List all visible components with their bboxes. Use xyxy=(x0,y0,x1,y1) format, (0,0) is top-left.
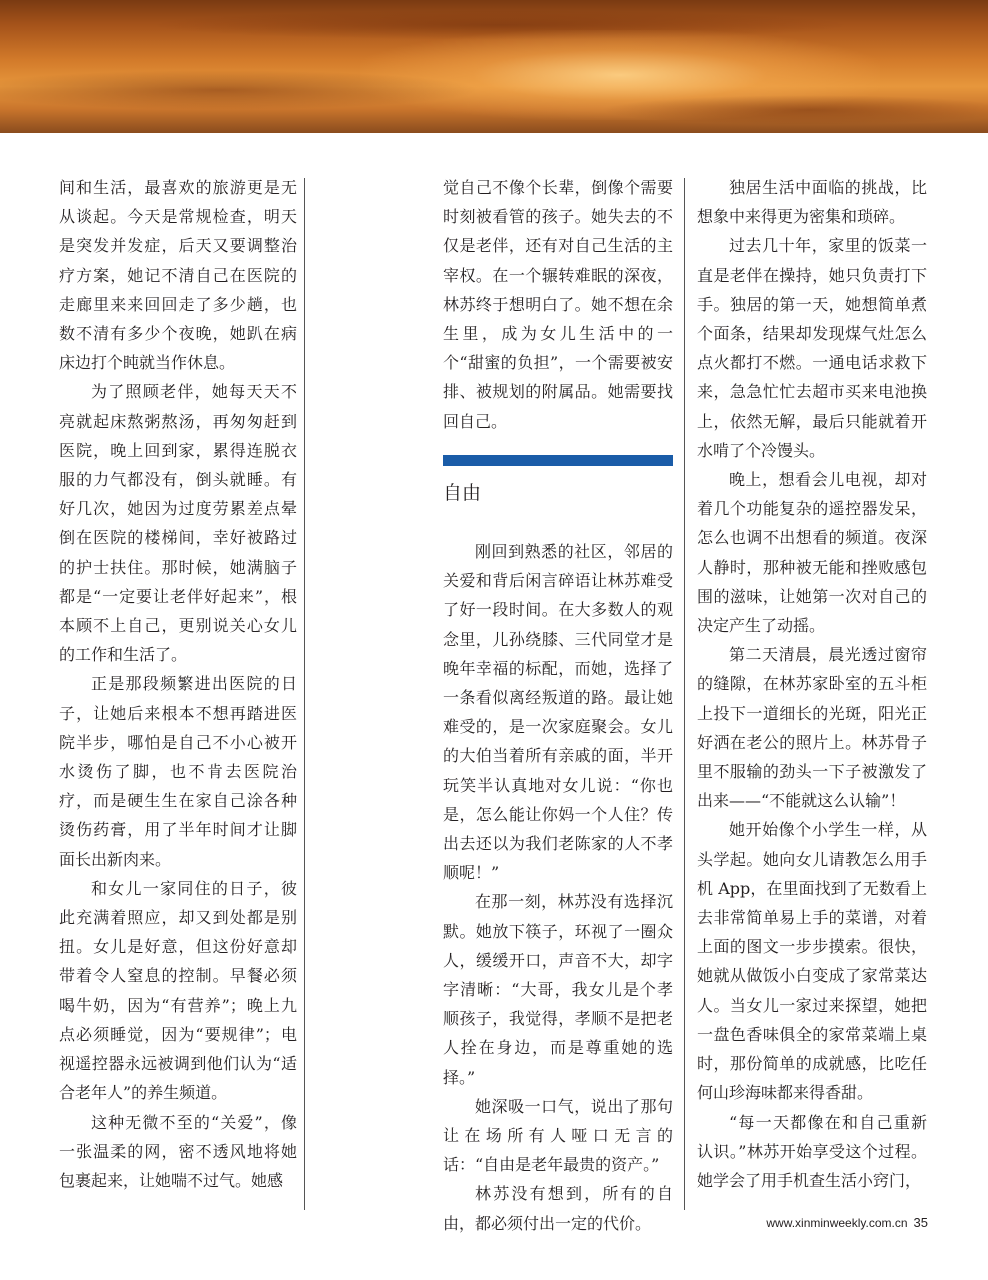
article-column-3 xyxy=(697,173,927,1195)
page-number: 35 xyxy=(913,1215,928,1230)
article-column-1 xyxy=(59,173,297,1195)
column-divider xyxy=(684,178,685,1210)
paragraph: 过去几十年，家里的饭菜一直是老伴在操持，她只负责打下手。独居的第一天，她想简单煮个面条，结果却发现煤气灶怎么点火都打不燃。一通电话求救下来，急急忙忙去超市买来电池换上，依然无解，最后只能就着开水啃了个冷馒头。 xyxy=(697,236,927,460)
paragraph: “每一天都像在和自己重新认识。”林苏开始享受这个过程。她学会了用手机查生活小窍门， xyxy=(697,1112,927,1190)
section-title: 自由 xyxy=(443,482,482,504)
column-divider xyxy=(304,178,305,1210)
paragraph: 和女儿一家同住的日子，彼此充满着照应，却又到处都是别扭。女儿是好意，但这份好意却带着令人窒息的控制。早餐必须喝牛奶，因为“有营养”；晚上九点必须睡觉，因为“要规律”；电视遥控器永远被调到他们认为“适合老年人”的养生频道。 xyxy=(59,878,297,1103)
paragraph: 独居生活中面临的挑战，比想象中来得更为密集和琐碎。 xyxy=(697,178,927,227)
paragraph: 这种无微不至的“关爱”，像一张温柔的网，密不透风地将她包裹起来，让她喘不过气。她感 xyxy=(59,1112,297,1190)
banner-image xyxy=(0,0,988,133)
section-header-bar xyxy=(443,455,673,466)
paragraph: 刚回到熟悉的社区，邻居的关爱和背后闲言碎语让林苏难受了好一段时间。在大多数人的观念里，儿孙绕膝、三代同堂才是晚年幸福的标配，而她，选择了一条看似离经叛道的路。最让她难受的，是一次家庭聚会。女儿的大伯当着所有亲戚的面，半开玩笑半认真地对女儿说：“你也是，怎么能让你妈一个人住？传出去还以为我们老陈家的人不孝顺呢！” xyxy=(443,542,673,883)
paragraph: 晚上，想看会儿电视，却对着几个功能复杂的遥控器发呆，怎么也调不出想看的频道。夜深人静时，那种被无能和挫败感包围的滋味，让她第一次对自己的决定产生了动摇。 xyxy=(697,470,927,636)
banner-cloud xyxy=(0,70,480,110)
paragraph: 间和生活，最喜欢的旅游更是无从谈起。今天是常规检查，明天是突发并发症，后天又要调整治疗方案，她记不清自己在医院的走廊里来来回回走了多少趟，也数不清有多少个夜晚，她趴在病床边打个盹就当作休息。 xyxy=(59,178,297,373)
paragraph: 她开始像个小学生一样，从头学起。她向女儿请教怎么用手机 App，在里面找到了无数看上去非常简单易上手的菜谱，对着上面的图文一步步摸索。很快，她就从做饭小白变成了家常菜达人。当女儿一家过来探望，她把一盘色香味俱全的家常菜端上桌时，那份简单的成就感，比吃任何山珍海味都来得香甜。 xyxy=(697,820,927,1103)
banner-cloud xyxy=(600,95,988,125)
page-footer xyxy=(766,1215,928,1230)
article-column-2 xyxy=(443,173,673,436)
paragraph: 第二天清晨，晨光透过窗帘的缝隙，在林苏家卧室的五斗柜上投下一道细长的光斑，阳光正好洒在老公的照片上。林苏骨子里不服输的劲头一下子被激发了出来——“不能就这么认输”！ xyxy=(697,645,927,811)
paragraph: 在那一刻，林苏没有选择沉默。她放下筷子，环视了一圈众人，缓缓开口，声音不大，却字字清晰：“大哥，我女儿是个孝顺孩子，我觉得，孝顺不是把老人拴在身边，而是尊重她的选择。” xyxy=(443,892,673,1087)
paragraph: 为了照顾老伴，她每天天不亮就起床熬粥熬汤，再匆匆赶到医院，晚上回到家，累得连脱衣服的力气都没有，倒头就睡。有好几次，她因为过度劳累差点晕倒在医院的楼梯间，幸好被路过的护士扶住。那时候，她满脑子都是“一定要让老伴好起来”，根本顾不上自己，更别说关心女儿的工作和生活了。 xyxy=(59,382,297,665)
paragraph: 觉自己不像个长辈，倒像个需要时刻被看管的孩子。她失去的不仅是老伴，还有对自己生活的主宰权。在一个辗转难眠的深夜，林苏终于想明白了。她不想在余生里，成为女儿生活中的一个“甜蜜的负担”，一个需要被安排、被规划的附属品。她需要找回自己。 xyxy=(443,178,673,431)
paragraph: 林苏没有想到，所有的自由，都必须付出一定的代价。 xyxy=(443,1184,673,1233)
paragraph: 正是那段频繁进出医院的日子，让她后来根本不想再踏进医院半步，哪怕是自己不小心被开水烫伤了脚，也不肯去医院治疗，而是硬生生在家自己涂各种烫伤药膏，用了半年时间才让脚面长出新肉来。 xyxy=(59,674,297,869)
footer-url: www.xinminweekly.com.cn xyxy=(766,1216,908,1230)
paragraph: 她深吸一口气，说出了那句让在场所有人哑口无言的话：“自由是老年最贵的资产。” xyxy=(443,1096,673,1175)
article-column-2-continued xyxy=(443,537,673,1238)
